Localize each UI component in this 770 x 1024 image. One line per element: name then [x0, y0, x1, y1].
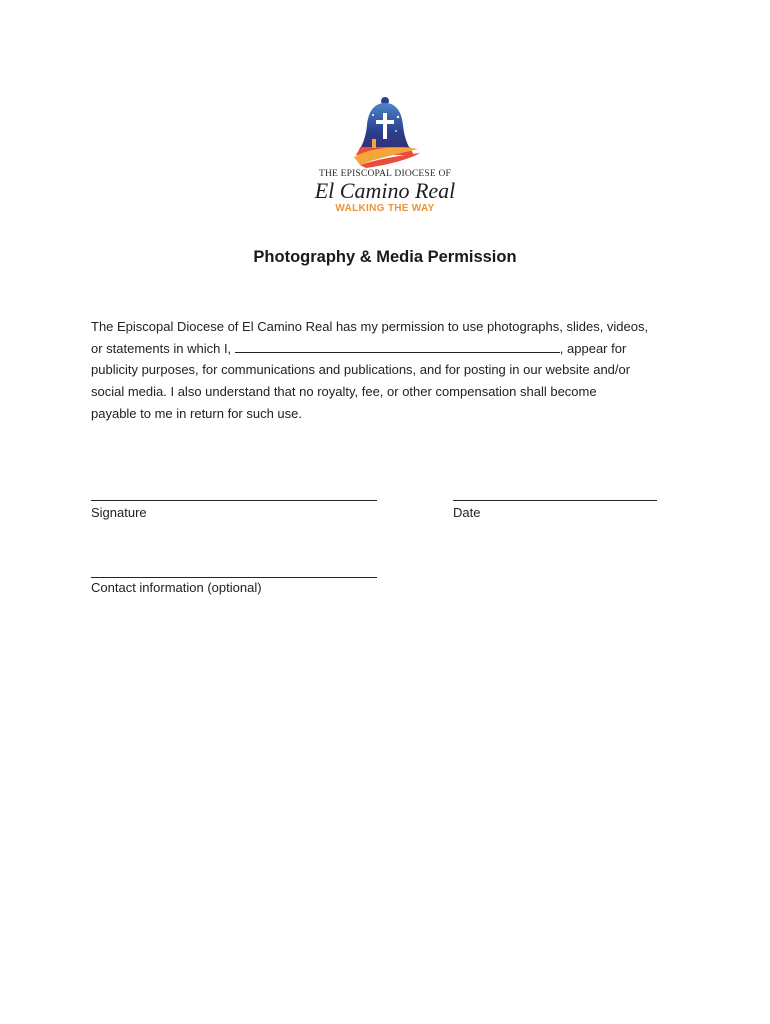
paragraph-line: publicity purposes, for communications and publications, and for posting in our website and/or: [91, 362, 631, 378]
date-field[interactable]: [453, 500, 657, 501]
permission-paragraph: [91, 316, 691, 425]
contact-info-label: Contact information (optional): [91, 580, 262, 595]
paragraph-line: social media. I also understand that no royalty, fee, or other compensation shall become: [91, 384, 597, 400]
name-fill-in-blank[interactable]: [235, 340, 560, 353]
bell-cross-icon: [296, 95, 474, 169]
logo-text-line2: El Camino Real: [314, 178, 456, 203]
paragraph-text: , appear for: [559, 340, 627, 356]
logo-text-line1: THE EPISCOPAL DIOCESE OF: [318, 169, 452, 179]
diocese-logo: [296, 95, 474, 220]
paragraph-line: payable to me in return for such use.: [91, 405, 303, 421]
signature-label: Signature: [91, 505, 147, 520]
page-title: Photography & Media Permission: [253, 248, 517, 266]
paragraph-line: The Episcopal Diocese of El Camino Real has my permission to use photographs, slides, videos,: [91, 319, 649, 334]
paragraph-text: or statements in which I,: [91, 340, 232, 356]
signature-field[interactable]: [91, 500, 377, 501]
date-label: Date: [453, 505, 481, 520]
paragraph-line: [91, 338, 691, 360]
logo-tagline: WALKING THE WAY: [335, 203, 435, 214]
contact-info-field[interactable]: [91, 577, 377, 578]
